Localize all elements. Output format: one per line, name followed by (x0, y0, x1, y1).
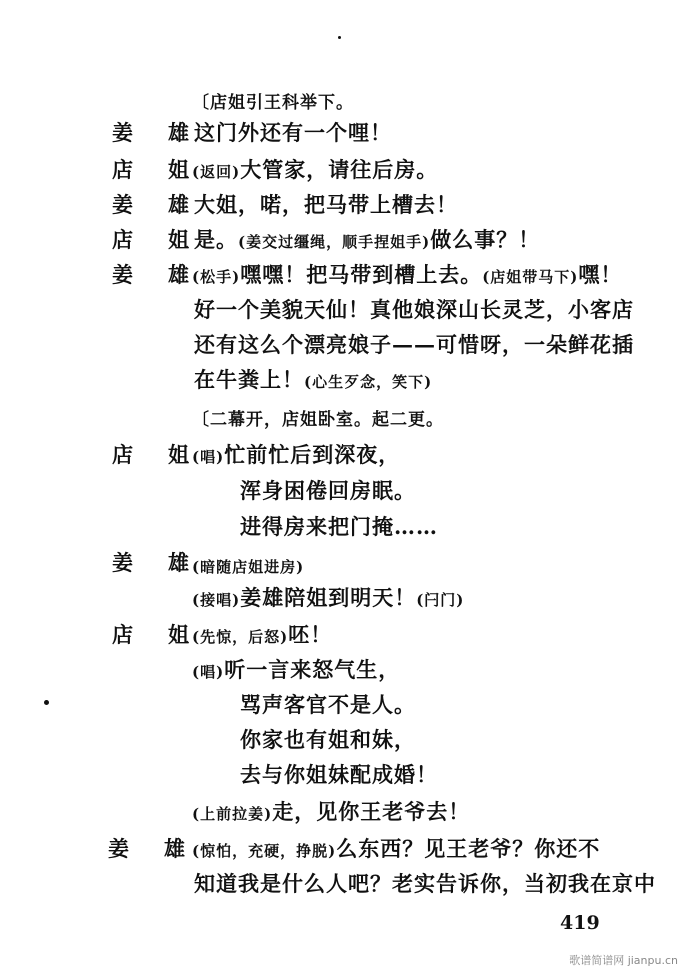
speaker-char: 店 (112, 442, 133, 467)
dialogue-line (194, 367, 432, 395)
verse-line (240, 514, 438, 540)
dialogue-text: 走，见你王老爷去！ (272, 799, 471, 824)
dialogue-text: 是。 (194, 227, 238, 252)
dialogue-text: 知道我是什么人吧？老实告诉你，当初我在京中 (194, 871, 656, 896)
dialogue-line (192, 799, 470, 827)
verse-text: 忙前忙后到深夜， (224, 442, 401, 467)
stage-note: (唱) (192, 663, 225, 681)
verse-text: 听一言来怒气生， (224, 657, 401, 682)
stage-note: (唱) (192, 448, 225, 466)
verse-line (240, 478, 416, 504)
stage-note: (接唱) (192, 591, 241, 609)
stage-note: (松手) (192, 268, 241, 286)
stage-note: (先惊，后怒) (192, 628, 289, 646)
stage-text: 〔二幕开，店姐卧室。起二更。 (192, 410, 444, 430)
stage-direction (192, 405, 444, 433)
verse-line (192, 585, 464, 613)
verse-text: 浑身困倦回房眠。 (240, 478, 416, 503)
dialogue-text: 大姐，喏，把马带上槽去！ (194, 192, 458, 217)
dialogue-text: 嘿嘿！把马带到槽上去。 (240, 262, 483, 287)
speaker-char: 雄 (168, 120, 189, 145)
dialogue-line (192, 622, 332, 650)
speaker-char: 姜 (112, 120, 133, 145)
dialogue-text: 呸！ (288, 622, 333, 647)
dialogue-line (194, 227, 540, 255)
stage-text: 〔店姐引王科举下。 (192, 93, 354, 113)
page-number: 419 (560, 912, 600, 934)
stage-direction (192, 88, 354, 116)
stage-note: (惊怕，充硬，挣脱) (192, 842, 337, 860)
verse-text: 姜雄陪姐到明天！ (240, 585, 417, 610)
speaker-char: 姐 (168, 157, 189, 182)
stage-note: (心生歹念，笑下) (304, 373, 433, 391)
scan-speck (338, 36, 341, 39)
speaker-char: 姜 (112, 192, 133, 217)
dialogue-line (194, 871, 656, 897)
dialogue-text: 好一个美貌天仙！真他娘深山长灵芝，小客店 (194, 297, 634, 322)
speaker-char: 店 (112, 622, 133, 647)
dialogue-text: 大管家，请往后房。 (240, 157, 439, 182)
verse-text: 进得房来把门掩…… (240, 514, 438, 539)
stage-direction (192, 552, 304, 580)
speaker-char: 姐 (168, 227, 189, 252)
dialogue-text: 么东西？见王老爷？你还不 (336, 836, 601, 861)
dialogue-text: 这门外还有一个哩！ (194, 120, 392, 145)
dialogue-line (192, 157, 438, 185)
stage-note: (暗随店姐进房) (192, 558, 305, 576)
speaker-char: 雄 (168, 262, 189, 287)
dialogue-text: 还有这么个漂亮娘子——可惜呀，一朵鲜花插 (194, 332, 634, 357)
speaker-char: 雄 (164, 836, 185, 861)
stage-note: (上前拉姜) (192, 805, 273, 823)
verse-line (192, 657, 400, 685)
dialogue-line (194, 120, 392, 146)
speaker-char: 店 (112, 227, 133, 252)
verse-text: 去与你姐妹配成婚！ (240, 762, 438, 787)
speaker-char: 雄 (168, 550, 189, 575)
dialogue-line (192, 836, 600, 864)
scan-speck (44, 700, 49, 705)
stage-note: (闩门) (416, 591, 465, 609)
watermark: 歌谱简谱网 jianpu.cn (569, 954, 678, 967)
dialogue-text: 嘿！ (578, 262, 623, 287)
dialogue-text: 做么事？！ (430, 227, 541, 252)
verse-line (240, 762, 438, 788)
dialogue-line (194, 192, 458, 218)
verse-text: 你家也有姐和妹， (240, 727, 416, 752)
stage-note: (返回) (192, 163, 241, 181)
dialogue-line (194, 332, 634, 358)
dialogue-line (194, 297, 634, 323)
speaker-char: 姜 (112, 550, 133, 575)
dialogue-line (192, 262, 622, 290)
speaker-char: 姐 (168, 622, 189, 647)
verse-line (240, 727, 416, 753)
speaker-char: 店 (112, 157, 133, 182)
dialogue-text: 在牛粪上！ (194, 367, 304, 392)
stage-note: (姜交过缰绳，顺手捏姐手) (238, 233, 431, 251)
speaker-char: 姜 (112, 262, 133, 287)
stage-note: (店姐带马下) (482, 268, 579, 286)
verse-line (240, 692, 416, 718)
speaker-char: 姐 (168, 442, 189, 467)
speaker-char: 雄 (168, 192, 189, 217)
verse-line (192, 442, 400, 470)
speaker-char: 姜 (108, 836, 129, 861)
verse-text: 骂声客官不是人。 (240, 692, 416, 717)
